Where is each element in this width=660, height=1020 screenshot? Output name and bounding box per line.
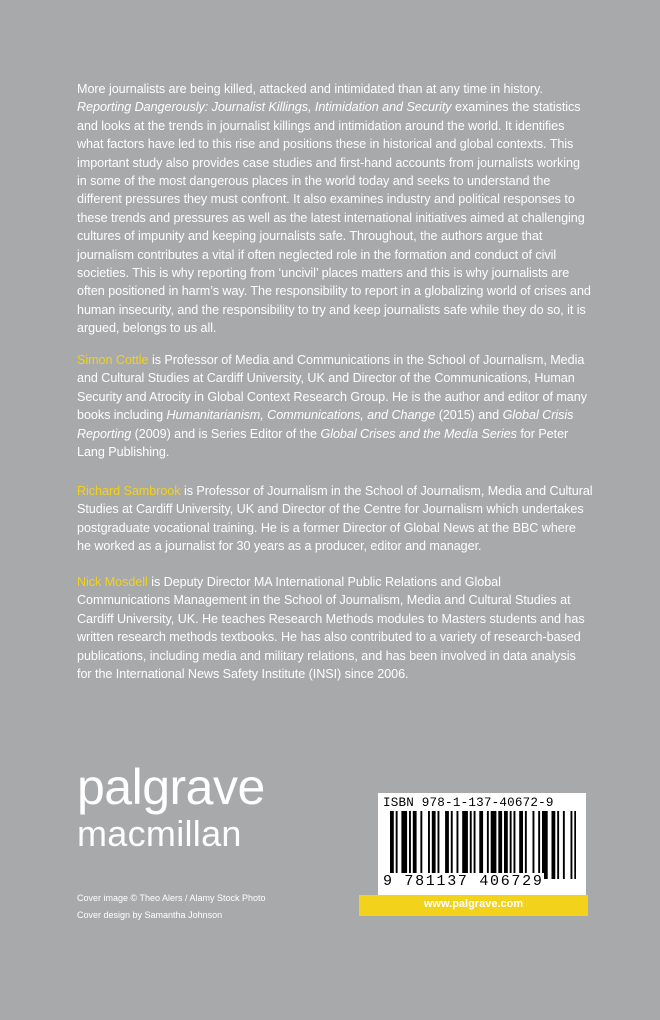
barcode-bar (510, 811, 512, 879)
bio-text: is Deputy Director MA International Public Relations and Global Communications Management in the School of Journalism, Media and Cultural Studies at Cardiff University, UK. He teaches Research Methods modules to Masters students and has written research methods textbooks. He has also contributed to a variety of research-based publications, including media and military relations, and has been involved in data analysis for the International News Safety Institute (INSI) since 2006. (77, 575, 585, 682)
barcode-bar (474, 811, 476, 879)
barcode-bar (462, 811, 468, 879)
book-title: Humanitarianism, Communications, and Change (166, 408, 436, 423)
barcode-bar (409, 811, 411, 879)
barcode-bar (432, 811, 436, 879)
series-title: Global Crises and the Media Series (320, 426, 517, 441)
website-link[interactable]: www.palgrave.com (423, 898, 524, 910)
barcode-bar (428, 811, 430, 879)
barcode-bar (574, 811, 576, 879)
barcode-bar (413, 811, 417, 879)
cover-image-credit: Cover image © Theo Alers / Alamy Stock Photo (77, 893, 266, 903)
author-bio-cottle (77, 351, 593, 461)
ean-digits: 9 781137 406729 (383, 873, 544, 890)
barcode-bar (451, 811, 453, 879)
barcode-bar (457, 811, 459, 879)
barcode-bar (571, 811, 573, 879)
book-title: Global Crisis Reporting (77, 408, 574, 441)
isbn-label: ISBN 978-1-137-40672-9 (383, 796, 554, 810)
author-name-sambrook: Richard Sambrook (77, 484, 181, 498)
barcode-bar (542, 811, 548, 879)
barcode-bar (557, 811, 559, 879)
bio-text: is Professor of Journalism in the School of Journalism, Media and Cultural Studies at Cardiff University, UK and Director of the Centre for Journalism which undertakes postgraduate vocational training. He is a former Director of Global News at the BBC where he worked as a journalist for 30 years as a producer, editor and manager. (77, 484, 593, 554)
logo-macmillan: macmillan (77, 813, 242, 854)
book-title: Reporting Dangerously: Journalist Killings, Intimidation and Security (77, 100, 452, 115)
barcode-bars (390, 811, 576, 879)
bio-text: (2015) and (435, 408, 503, 423)
bio-text: is Professor of Media and Communications in the School of Journalism, Media and Cultural Studies at Cardiff University, UK and Director of the Communications, Human Security and Atrocity in Global Context Research Group. He is the author and editor of many books including (77, 353, 587, 423)
publisher-logo (77, 759, 265, 854)
barcode-bar (538, 811, 540, 879)
barcode-bar (487, 811, 489, 879)
cover-credits (77, 890, 266, 924)
isbn-barcode (378, 793, 586, 897)
barcode-bar (420, 811, 422, 879)
barcode-bar (491, 811, 497, 879)
author-name-cottle: Simon Cottle (77, 353, 149, 367)
barcode-bar (390, 811, 394, 879)
barcode-bar (470, 811, 472, 879)
author-bio-mosdell (77, 573, 593, 683)
bio-text: for Peter Lang Publishing. (77, 426, 569, 460)
barcode-bar (479, 811, 483, 879)
description-opening: More journalists are being killed, attacked and intimidated than at any time in history. (77, 82, 543, 96)
website-banner (359, 895, 588, 916)
cover-design-credit: Cover design by Samantha Johnson (77, 910, 223, 920)
description-body: examines the statistics and looks at the trends in journalist killings and intimidation around the world. It identifies what factors have led to this rise and positions these in historical and global contexts. This important study also provides case studies and first-hand accounts from journalists working in some of the most dangerous places in the world today and seeks to understand the different pressures they must confront. It also examines industry and political responses to these trends and pressures as well as the latest international initiatives aimed at challenging cultures of impunity and keeping journalists safe. Throughout, the authors argue that journalism contributes a vital if often neglected role in the formation and conduct of civil societies. This is why reporting from ‘uncivil’ places matters and this is why journalists are often positioned in harm’s way. The responsibility to report in a globalizing world of crises and human insecurity, and the responsibility to try and keep journalists safe while they do so, it is argued, belongs to us all. (77, 100, 591, 336)
book-description (77, 80, 593, 338)
barcode-bar (438, 811, 440, 879)
barcode-bar (563, 811, 565, 879)
bio-text: (2009) and is Series Editor of the (131, 426, 321, 441)
barcode-bar (498, 811, 502, 879)
barcode-bar (552, 811, 556, 879)
barcode-bar (525, 811, 527, 879)
barcode-bar (401, 811, 407, 879)
barcode-bar (396, 811, 398, 879)
author-bio-sambrook (77, 482, 593, 556)
barcode-bar (519, 811, 523, 879)
author-name-mosdell: Nick Mosdell (77, 575, 148, 589)
logo-palgrave: palgrave (77, 759, 265, 815)
barcode-bar (504, 811, 508, 879)
barcode-bar (445, 811, 449, 879)
barcode-bar (514, 811, 516, 879)
barcode-bar (533, 811, 535, 879)
